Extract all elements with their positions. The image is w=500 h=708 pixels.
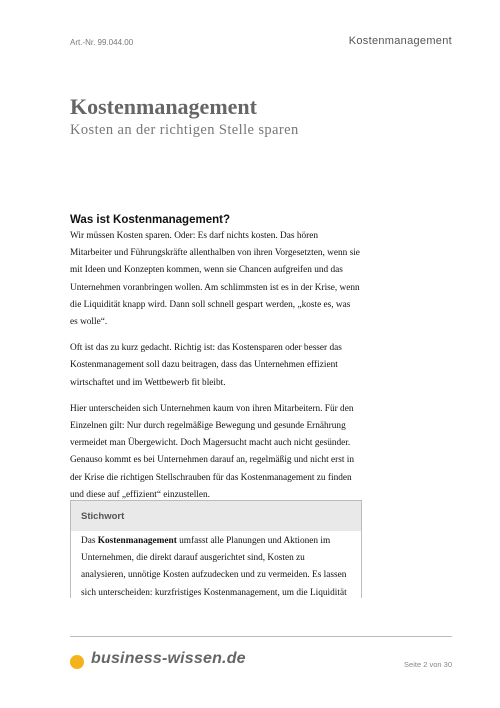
page-subtitle: Kosten an der richtigen Stelle sparen xyxy=(70,122,299,138)
header-topic: Kostenmanagement xyxy=(348,35,452,47)
logo-dot-icon xyxy=(70,655,84,669)
keyword-term: Kostenmanagement xyxy=(97,536,177,546)
section-heading: Was ist Kostenmanagement? xyxy=(70,214,230,226)
footer-divider xyxy=(70,636,452,637)
keyword-box xyxy=(70,500,362,598)
page-number: Seite 2 von 30 xyxy=(404,660,452,669)
paragraph-2: Oft ist das zu kurz gedacht. Richtig ist: das Kostensparen oder besser das Kostenmanagement soll dazu beitragen, dass das Unternehmen effizient wirtschaftet und im Wettbewerb fit bleibt. xyxy=(70,343,342,388)
brand-logo[interactable]: business-wissen.de xyxy=(91,650,246,667)
article-number: Art.-Nr. 99.044.00 xyxy=(70,38,134,47)
keyword-box-label: Stichwort xyxy=(71,501,361,531)
page-title: Kostenmanagement xyxy=(70,94,257,119)
keyword-text-prefix: Das xyxy=(81,536,98,546)
main-content xyxy=(70,214,360,513)
paragraph-3: Hier unterscheiden sich Unternehmen kaum von ihren Mitarbeitern. Für den Einzelnen gilt: Nur durch regelmäßige Bewegung und gesunde Ernährung vermeidet man Übergewicht. Doch Magersucht macht auch nicht gesünder. Genauso kommt es bei Unternehmen darauf an, regelmäßig und nicht erst in der Krise die richtigen Stellschrauben für das Kostenmanagement zu finden und diese auf „effizient“ einzustellen. xyxy=(70,403,354,500)
keyword-text-rest: umfasst alle Planungen und Aktionen im Unternehmen, die direkt darauf ausgerichtet sind, Kosten zu analysieren, unnötige Kosten aufzudecken und zu vermeiden. Es lassen sich unterscheiden: kurzfristiges Kostenmanagement, um die Liquidität xyxy=(81,536,347,598)
keyword-box-text xyxy=(71,531,361,598)
paragraph-1: Wir müssen Kosten sparen. Oder: Es darf nichts kosten. Das hören Mitarbeiter und Führungskräfte allenthalben von ihren Vorgesetzten, wenn sie mit Ideen und Konzepten kommen, wenn sie Chancen aufgreifen und das Unternehmen voranbringen wollen. Am schlimmsten ist es in der Krise, wenn die Liquidität knapp wird. Dann soll schnell gespart werden, „koste es, was es wolle“. xyxy=(70,231,360,328)
